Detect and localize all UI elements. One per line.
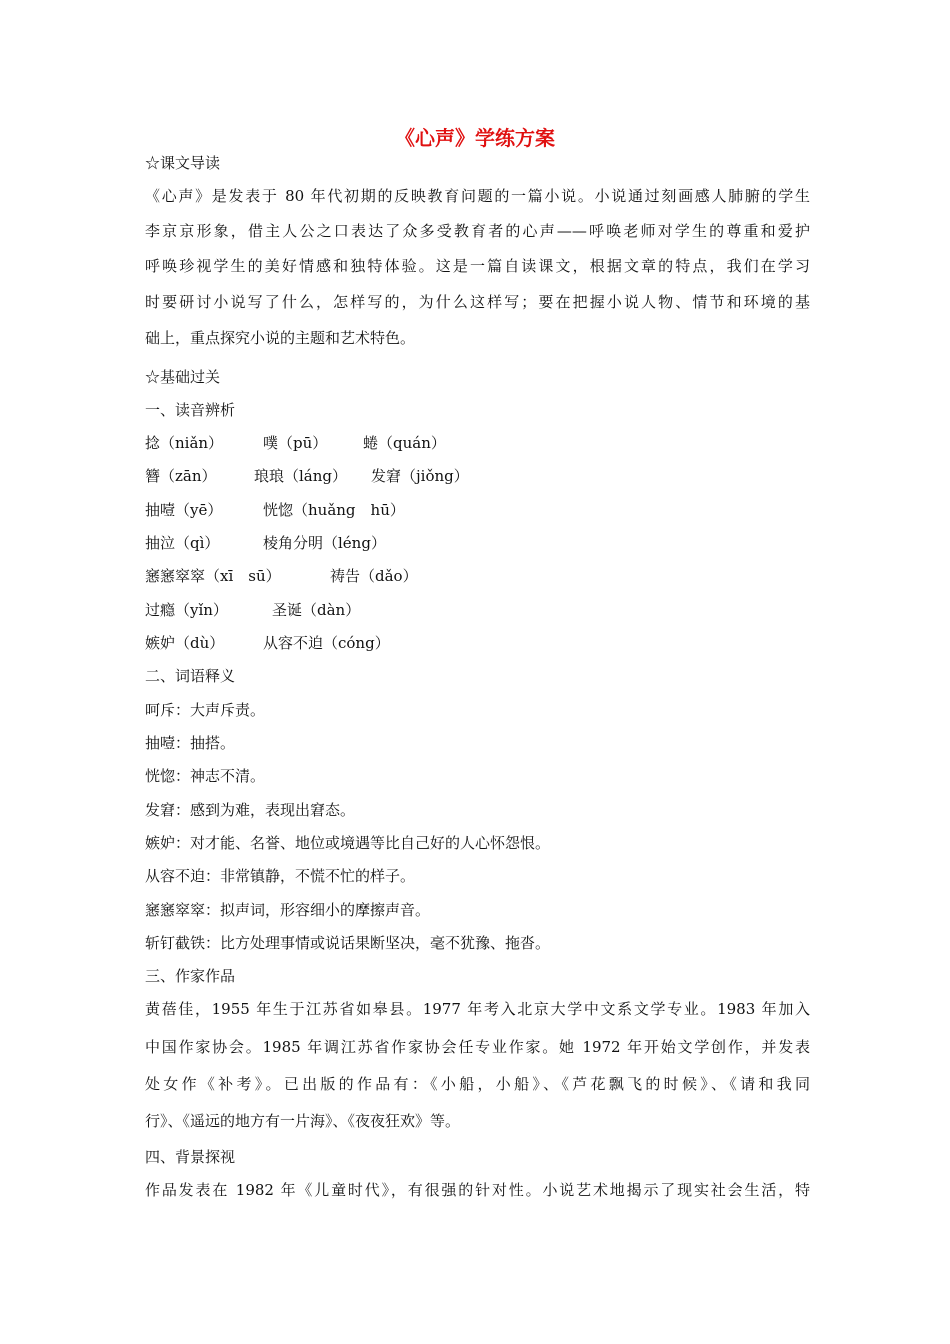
paragraph-line: 时要研讨小说写了什么，怎样写的，为什么这样写；要在把握小说人物、情节和环境的基 [145, 293, 810, 311]
pron-item: 抽泣（qì） [145, 534, 220, 552]
pron-item: 过瘾（yǐn） [145, 601, 228, 619]
vocab-item: 嫉妒：对才能、名誉、地位或境遇等比自己好的人心怀怨恨。 [145, 834, 551, 852]
vocab-item: 抽噎：抽搭。 [145, 734, 236, 752]
pron-item: 噗（pū） [263, 434, 328, 452]
paragraph-line: 作品发表在 1982 年《儿童时代》，有很强的针对性。小说艺术地揭示了现实社会生活，特 [145, 1181, 810, 1199]
paragraph-line: 黄蓓佳，1955 年生于江苏省如皋县。1977 年考入北京大学中文系文学专业。1983 年加入 [145, 1000, 810, 1018]
vocab-item: 从容不迫：非常镇静，不慌不忙的样子。 [145, 867, 416, 885]
pron-item: 发窘（jiǒng） [371, 467, 469, 485]
pron-item: 窸窸窣窣（xī sū） [145, 567, 281, 585]
pron-item: 祷告（dǎo） [330, 567, 418, 585]
pron-item: 嫉妒（dù） [145, 634, 225, 652]
section-heading-basics: ☆基础过关 [145, 368, 221, 386]
pron-item: 抽噎（yē） [145, 501, 223, 519]
pron-item: 捻（niǎn） [145, 434, 224, 452]
paragraph-line: 《心声》是发表于 80 年代初期的反映教育问题的一篇小说。小说通过刻画感人肺腑的学生 [145, 187, 810, 205]
pron-item: 琅琅（láng） [254, 467, 348, 485]
section-heading-guide: ☆课文导读 [145, 154, 221, 172]
pron-item: 圣诞（dàn） [272, 601, 361, 619]
pron-item: 蜷（quán） [363, 434, 446, 452]
pron-item: 从容不迫（cóng） [263, 634, 390, 652]
paragraph-line: 中国作家协会。1985 年调江苏省作家协会任专业作家。她 1972 年开始文学创作，并发表 [145, 1038, 810, 1056]
vocab-item: 恍惚：神志不清。 [145, 767, 266, 785]
pron-item: 棱角分明（léng） [263, 534, 386, 552]
vocab-item: 斩钉截铁：比方处理事情或说话果断坚决，毫不犹豫、拖沓。 [145, 934, 551, 952]
paragraph-line: 处女作《补考》。已出版的作品有：《小船，小船》、《芦花飘飞的时候》、《请和我同 [145, 1075, 810, 1093]
pron-item: 恍惚（huǎng hū） [263, 501, 405, 519]
page-title: 《心声》学练方案 [395, 126, 555, 150]
paragraph-line: 行》、《遥远的地方有一片海》、《夜夜狂欢》等。 [145, 1112, 461, 1130]
section-heading-vocab: 二、词语释义 [145, 667, 236, 685]
paragraph-line: 础上，重点探究小说的主题和艺术特色。 [145, 329, 416, 347]
vocab-item: 呵斥：大声斥责。 [145, 701, 266, 719]
section-heading-pronunciation: 一、读音辨析 [145, 401, 236, 419]
section-heading-background: 四、背景探视 [145, 1148, 236, 1166]
section-heading-author: 三、作家作品 [145, 967, 236, 985]
vocab-item: 发窘：感到为难，表现出窘态。 [145, 801, 356, 819]
vocab-item: 窸窸窣窣：拟声词，形容细小的摩擦声音。 [145, 901, 431, 919]
paragraph-line: 呼唤珍视学生的美好情感和独特体验。这是一篇自读课文，根据文章的特点，我们在学习 [145, 257, 810, 275]
pron-item: 簪（zān） [145, 467, 217, 485]
paragraph-line: 李京京形象，借主人公之口表达了众多受教育者的心声——呼唤老师对学生的尊重和爱护 [145, 222, 810, 240]
